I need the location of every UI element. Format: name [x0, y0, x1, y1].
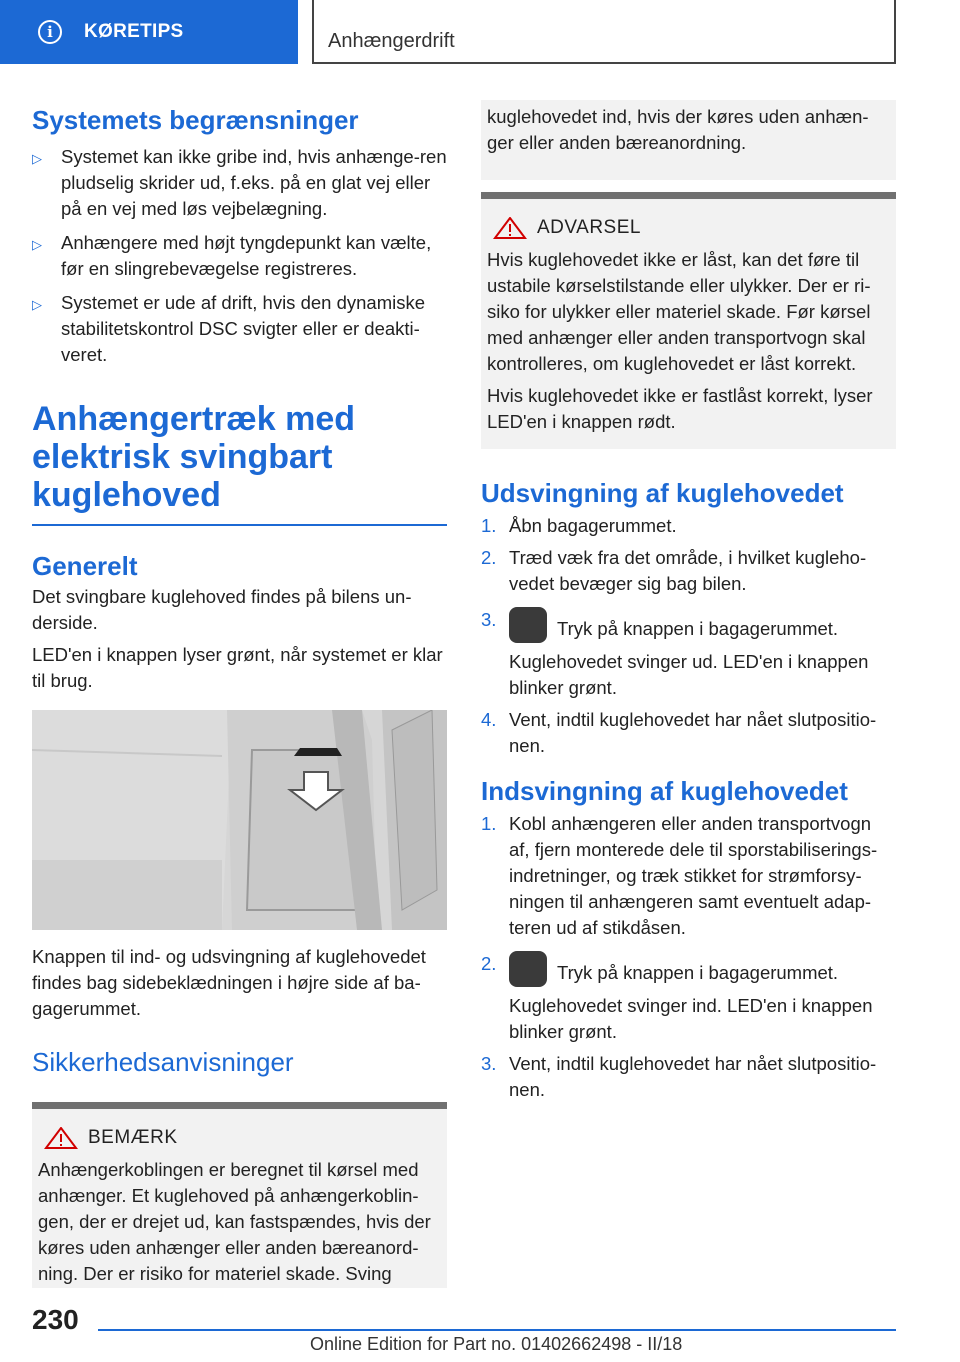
warning-title: ADVARSEL — [537, 217, 641, 238]
section-tab-label: KØRETIPS — [84, 21, 184, 42]
general-heading: Generelt — [32, 551, 138, 581]
warning-triangle-icon — [493, 217, 527, 239]
safety-heading: Sikkerhedsanvisninger — [32, 1047, 294, 1077]
notice-box — [32, 1102, 447, 1288]
left-column — [32, 100, 447, 1288]
warning-box — [481, 192, 896, 449]
warning-triangle-icon — [44, 1127, 78, 1149]
breadcrumb — [312, 0, 896, 64]
list-item: 3. Vent, indtil kuglehovedet har nået slutpositio-nen. — [481, 1053, 877, 1100]
swing-in-heading: Indsvingning af kuglehovedet — [481, 776, 848, 806]
notice-title: BEMÆRK — [88, 1127, 178, 1148]
swing-out-heading: Udsvingning af kuglehovedet — [481, 478, 844, 508]
section-tab[interactable] — [0, 0, 298, 64]
figure-caption: Knappen til ind- og udsvingning af kuglehovedet findes bag sidebeklædningen i højre side af ba-gagerummet. — [32, 946, 426, 1019]
chapter-divider — [32, 524, 447, 526]
trailer-hitch-button-icon — [509, 607, 547, 643]
trunk-illustration — [32, 710, 447, 930]
limits-list — [32, 144, 447, 368]
list-item: 1. Åbn bagagerummet. — [481, 515, 677, 536]
notice-continuation — [481, 100, 896, 180]
list-item: ▷ Systemet kan ikke gribe ind, hvis anhænge-ren pludselig skrider ud, f.eks. på en glat vej eller på en vej med løs vejbelægning. — [32, 146, 447, 219]
limits-heading: Systemets begrænsninger — [32, 105, 359, 135]
edition-label: Online Edition for Part no. 01402662498 - II/18 — [310, 1334, 683, 1354]
footer-divider — [98, 1329, 896, 1331]
triangle-bullet-icon: ▷ — [32, 151, 42, 166]
triangle-bullet-icon: ▷ — [32, 237, 42, 252]
breadcrumb-label: Anhængerdrift — [328, 30, 455, 52]
list-item: 2. Tryk på knappen i bagagerummet. Kuglehovedet svinger ind. LED'en i knappen blinker grønt. — [481, 953, 873, 1042]
list-item: 3. Tryk på knappen i bagagerummet. Kuglehovedet svinger ud. LED'en i knappen blinker grønt. — [481, 609, 869, 698]
trunk-button-figure — [32, 710, 447, 930]
list-item: 2. Træd væk fra det område, i hvilket kugleho-vedet bevæger sig bag bilen. — [481, 547, 867, 594]
chapter-heading: Anhængertræk med elektrisk svingbart kuglehoved — [32, 400, 356, 514]
general-paragraph-2: LED'en i knappen lyser grønt, når systemet er klar til brug. — [32, 644, 443, 691]
swing-in-steps — [481, 811, 896, 1103]
warning-paragraph-2: Hvis kuglehovedet ikke er fastlåst korrekt, lyser LED'en i knappen rødt. — [487, 385, 873, 432]
list-item: 4. Vent, indtil kuglehovedet har nået slutpositio-nen. — [481, 709, 877, 756]
right-column — [481, 100, 896, 1109]
info-icon: i — [38, 20, 62, 44]
notice-continuation-text: kuglehovedet ind, hvis der køres uden anhæn-ger eller anden bæreanordning. — [487, 106, 869, 153]
trailer-hitch-button-icon — [509, 951, 547, 987]
notice-text: Anhængerkoblingen er beregnet til kørsel med anhænger. Et kuglehoved på anhængerkoblin-gen, der er drejet ud, kan fastspændes, hvis der køres uden anhænger eller anden bæreanord-ning. Der er risiko for materiel skade. Sving — [38, 1159, 431, 1284]
list-item: 1. Kobl anhængeren eller anden transportvogn af, fjern monterede dele til sporstabiliserings-indretninger, og træk stikket for strømforsy-ningen til anhængeren samt eventuelt adap-teren ud af stikdåsen. — [481, 813, 878, 938]
triangle-bullet-icon: ▷ — [32, 297, 42, 312]
list-item: ▷ Systemet er ude af drift, hvis den dynamiske stabilitetskontrol DSC svigter eller er deakti-veret. — [32, 292, 426, 365]
page-number: 230 — [32, 1304, 79, 1335]
list-item: ▷ Anhængere med højt tyngdepunkt kan vælte, før en slingrebevægelse registreres. — [32, 232, 432, 279]
warning-paragraph-1: Hvis kuglehovedet ikke er låst, kan det føre til ustabile kørselstilstande eller ulykker. Der er ri-siko for ulykker eller materiel skade. Før kørsel med anhænger eller anden transportvogn skal kontrolleres, om kuglehovedet er låst korrekt. — [487, 249, 871, 374]
general-paragraph-1: Det svingbare kuglehoved findes på bilens un-derside. — [32, 586, 412, 633]
swing-out-steps — [481, 513, 896, 759]
